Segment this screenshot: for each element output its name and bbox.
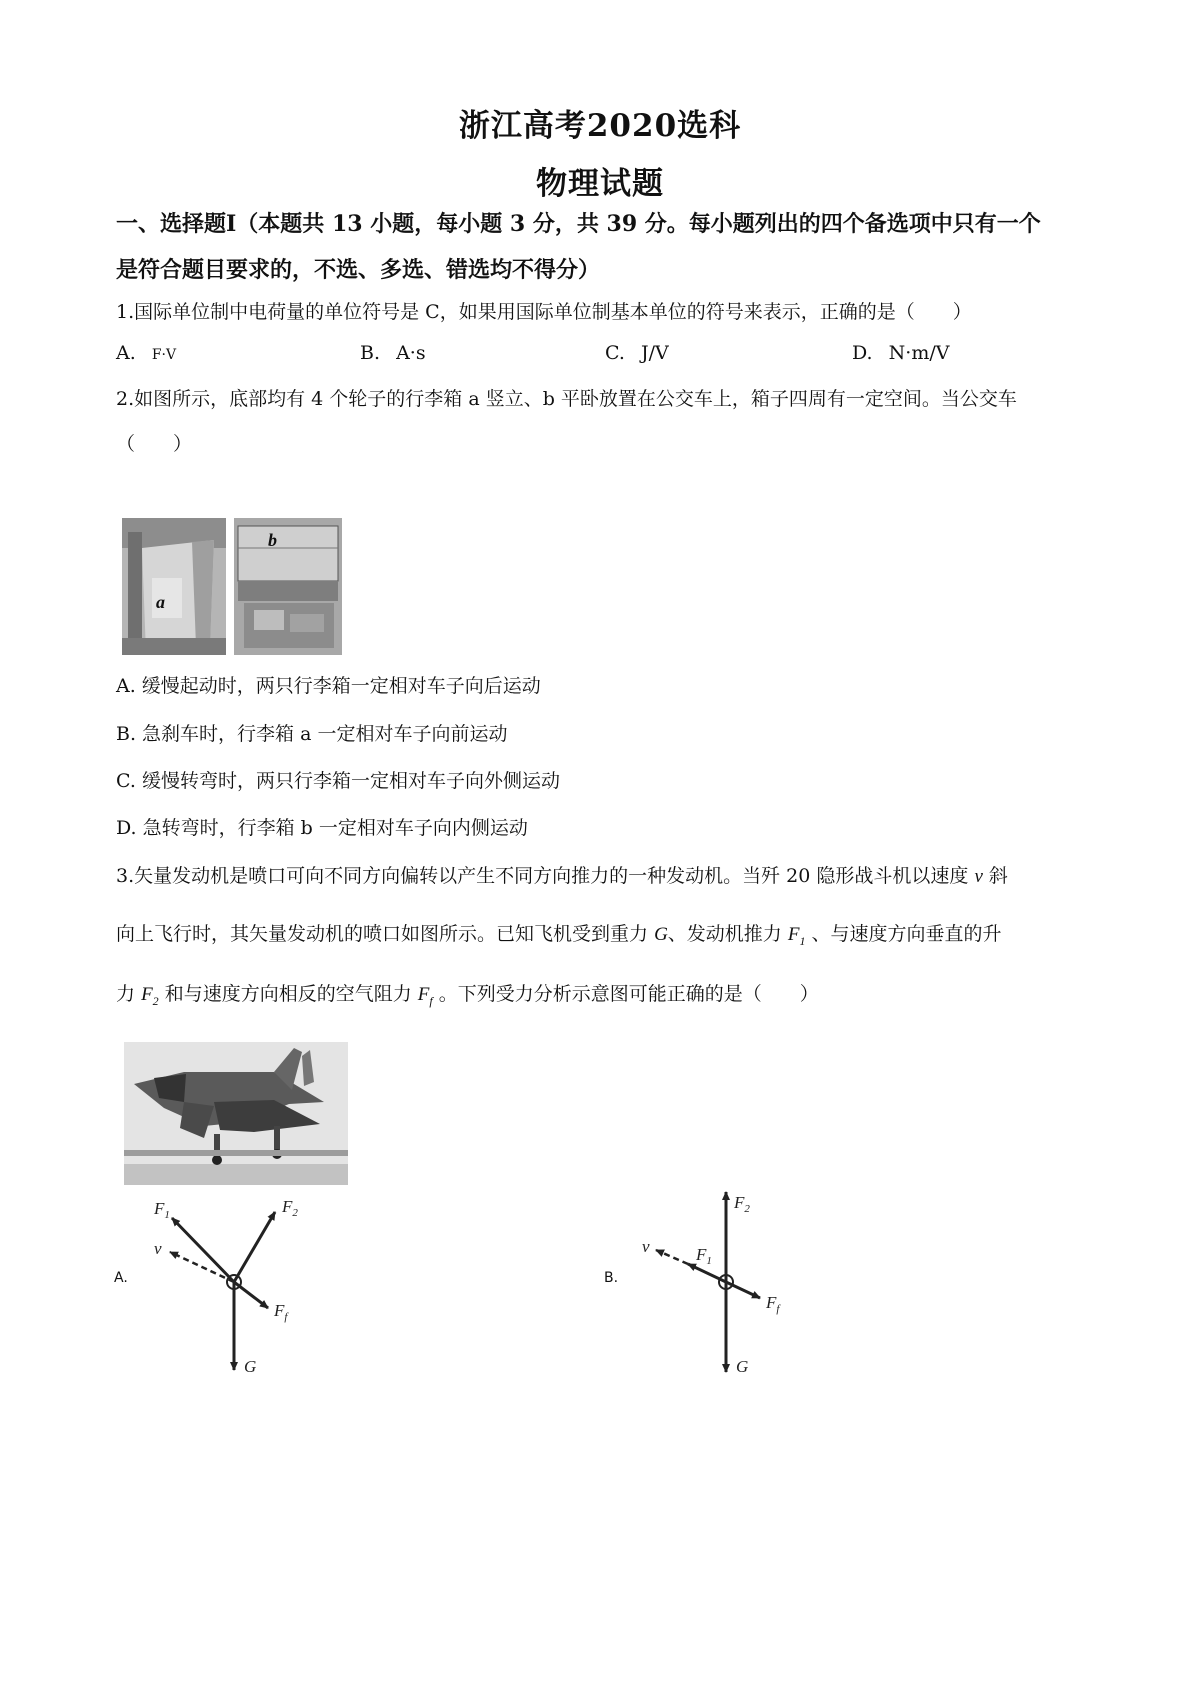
- q3-drag-symbol: [417, 984, 433, 1008]
- q3-line1-text: 3.矢量发动机是喷口可向不同方向偏转以产生不同方向推力的一种发动机。当歼 20 隐形战斗机以速度: [116, 865, 969, 887]
- q3-line2-text-c: 、与速度方向垂直的升: [811, 923, 1002, 945]
- luggage-b-illustration: [234, 518, 342, 655]
- question-2-line2: （ ）: [116, 433, 193, 455]
- diagram-a-label-f2: $F_2$: [282, 1197, 298, 1219]
- q1-option-a-key: A.: [116, 342, 136, 364]
- q1-option-b: [360, 342, 426, 364]
- q3-line3-text-c: 。下列受力分析示意图可能正确的是（ ）: [438, 983, 819, 1005]
- q1-option-d-text: N·m/V: [888, 342, 950, 364]
- q1-option-d: [852, 342, 949, 364]
- q1-option-b-key: B.: [360, 342, 381, 364]
- diagram-a-label-ff: $F_f$: [274, 1301, 288, 1323]
- section-heading-line2: 是符合题目要求的，不选、多选、错选均不得分）: [116, 257, 601, 283]
- q1-option-d-key: D.: [852, 342, 873, 364]
- q3-lift-symbol: [141, 984, 159, 1008]
- diagram-b-label-f2: $F_2$: [734, 1193, 750, 1215]
- q2-option-a: A. 缓慢起动时，两只行李箱一定相对车子向后运动: [116, 675, 541, 697]
- q3-lift-subscript: 2: [152, 993, 159, 1008]
- q3-line1-end: 斜: [988, 865, 1008, 887]
- page-title: 浙江高考2020选科: [458, 108, 742, 144]
- q3-line3-text-b: 和与速度方向相反的空气阻力: [164, 983, 412, 1005]
- luggage-photo-a: [122, 518, 226, 655]
- q3-line2-text-a: 向上飞行时，其矢量发动机的喷口如图所示。已知飞机受到重力: [116, 923, 649, 945]
- q3-drag-subscript: f: [429, 993, 433, 1008]
- q2-option-d: D. 急转弯时，行李箱 b 一定相对车子向内侧运动: [116, 817, 528, 839]
- diagram-a-label-f1: $F_1$: [154, 1199, 170, 1221]
- luggage-a-label: a: [156, 592, 165, 612]
- diagram-a-key: A.: [114, 1270, 128, 1286]
- q1-option-c-text: J/V: [640, 342, 669, 364]
- q1-option-c-key: C.: [605, 342, 625, 364]
- diagram-b-label-f1: $F_1$: [696, 1245, 712, 1267]
- diagram-a-label-v: v: [154, 1239, 162, 1258]
- question-3-line1: [116, 852, 1106, 901]
- question-2-line1: 2.如图所示，底部均有 4 个轮子的行李箱 a 竖立、b 平卧放置在公交车上，箱子四周有一定空间。当公交车: [116, 388, 1017, 410]
- q3-thrust-letter: F: [787, 924, 800, 945]
- q3-gravity-symbol: G: [654, 924, 668, 945]
- page-subtitle: 物理试题: [536, 166, 664, 202]
- luggage-photo-b: [234, 518, 342, 655]
- q3-line3-text-a: 力: [116, 983, 136, 1005]
- question-1-text: 1.国际单位制中电荷量的单位符号是 C，如果用国际单位制基本单位的符号来表示，正确的是（ ）: [116, 301, 972, 323]
- question-3-line3: [116, 970, 1106, 1025]
- question-3-line2: [116, 910, 1106, 965]
- q1-option-b-text: A·s: [396, 342, 426, 364]
- force-diagram-b: [630, 1188, 810, 1380]
- diagram-a-label-g: G: [244, 1357, 257, 1376]
- q3-lift-letter: F: [141, 984, 153, 1005]
- q2-option-c: C. 缓慢转弯时，两只行李箱一定相对车子向外侧运动: [116, 770, 560, 792]
- q3-drag-letter: F: [417, 984, 430, 1005]
- diagram-b-label-v: v: [642, 1237, 650, 1256]
- q3-velocity-symbol: v: [974, 866, 983, 887]
- diagram-b-label-ff: $F_f$: [766, 1293, 780, 1315]
- q1-option-c: [605, 342, 669, 364]
- fighter-jet-photo: [124, 1042, 348, 1185]
- q1-option-a-text: F·V: [151, 347, 177, 363]
- fighter-jet-illustration: [124, 1042, 348, 1185]
- q3-thrust-symbol: [787, 924, 806, 948]
- luggage-a-illustration: [122, 518, 226, 655]
- force-diagram-a: [140, 1190, 360, 1380]
- section-heading-line1: 一、选择题Ⅰ（本题共 13 小题，每小题 3 分，共 39 分。每小题列出的四个备选项中只有一个: [116, 211, 1041, 237]
- q1-option-a: [116, 342, 176, 364]
- diagram-b-key: B.: [604, 1270, 619, 1286]
- luggage-b-label: b: [268, 530, 277, 550]
- diagram-b-label-g: G: [736, 1357, 749, 1376]
- q3-thrust-subscript: 1: [799, 933, 806, 948]
- q2-option-b: B. 急刹车时，行李箱 a 一定相对车子向前运动: [116, 723, 508, 745]
- q3-line2-text-b: 、发动机推力: [667, 923, 782, 945]
